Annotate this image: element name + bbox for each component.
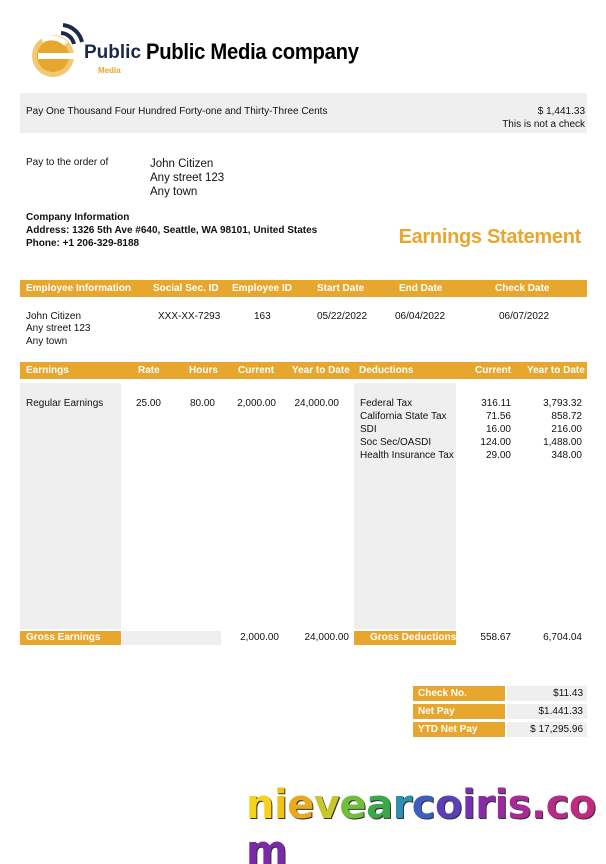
company-name: Public Media company [146,39,359,64]
employee-end-date: 06/04/2022 [395,311,446,322]
deduction-current: 29.00 [485,450,511,461]
col-social-sec-id: Social Sec. ID [153,283,219,294]
gross-deductions-label: Gross Deductions [370,632,457,643]
deduction-current: 124.00 [480,437,511,448]
gross-deductions-current: 558.67 [480,632,511,643]
earning-current: 2,000.00 [237,398,276,409]
ytd-net-pay-value: $ 17,295.96 [507,722,587,737]
payee-street: Any street 123 [150,172,225,184]
gross-deductions-label-cell [354,631,456,645]
company-info-heading: Company Information [26,212,130,223]
net-pay-value: $1.441.33 [507,704,587,719]
pay-amount-words: Pay One Thousand Four Hundred Forty-one and Thirty-Three Cents [26,106,328,117]
col-start-date: Start Date [317,283,365,294]
deduction-ytd: 858.72 [551,411,582,422]
col-year-to-date: Year to Date [292,365,350,376]
deduction-name: Federal Tax [360,398,413,409]
ytd-net-pay-label: YTD Net Pay [413,722,505,737]
employee-street: Any street 123 [26,323,91,334]
watermark [246,782,606,864]
deduction-current: 316.11 [481,398,511,409]
pay-amount: $ 1,441.33 [537,106,585,117]
col-deduction-current: Current [475,365,512,376]
earning-hours: 80.00 [189,398,215,409]
not-a-check-note: This is not a check [502,119,585,130]
employee-id: 163 [254,311,271,322]
employee-name: John Citizen [26,311,82,322]
earnings-header-bar [20,362,587,379]
company-phone: Phone: +1 206-329-8188 [26,238,140,249]
payee-name: John Citizen [150,158,214,170]
check-number-value: $11.43 [507,686,587,701]
employee-start-date: 05/22/2022 [317,311,368,322]
col-employee-id: Employee ID [232,283,293,294]
watermark-text: nievearcoiris.com [246,782,596,864]
earnings-name-column [20,383,121,629]
col-rate: Rate [138,365,160,376]
col-deduction-ytd: Year to Date [527,365,585,376]
deduction-ytd: 1,488.00 [543,437,582,448]
gross-deductions-ytd: 6,704.04 [543,632,582,643]
deduction-current: 16.00 [485,424,511,435]
employee-town: Any town [26,336,68,347]
logo-name: Public [84,42,142,63]
totals-spacer [122,631,221,645]
employee-header-bar [20,280,587,297]
gross-earnings-label-cell [20,631,121,645]
earning-rate: 25.00 [135,398,161,409]
col-employee-info: Employee Information [26,283,132,294]
net-pay-label: Net Pay [413,704,505,719]
deduction-current: 71.56 [485,411,511,422]
col-earnings: Earnings [26,365,69,376]
deduction-ytd: 216.00 [551,424,582,435]
col-check-date: Check Date [495,283,550,294]
gross-earnings-current: 2,000.00 [240,632,279,643]
earning-ytd: 24,000.00 [294,398,339,409]
col-current: Current [238,365,275,376]
deduction-name: California State Tax [360,411,447,422]
earning-name: Regular Earnings [26,398,104,409]
payee-town: Any town [150,186,198,198]
statement-title: Earnings Statement [398,226,581,248]
employee-check-date: 06/07/2022 [499,311,550,322]
logo-subtitle: Media [98,66,121,75]
employee-ssn: XXX-XX-7293 [158,311,221,322]
deduction-ytd: 3,793.32 [543,398,582,409]
check-number-label: Check No. [413,686,505,701]
col-end-date: End Date [399,283,443,294]
deduction-name: Health Insurance Tax [360,450,454,461]
gross-earnings-label: Gross Earnings [26,632,101,643]
col-hours: Hours [189,365,218,376]
company-address: Address: 1326 5th Ave #640, Seattle, WA 98101, United States [26,225,318,236]
pay-to-order-label: Pay to the order of [26,157,109,168]
deduction-name: SDI [360,424,377,435]
deduction-name: Soc Sec/OASDI [360,437,432,448]
col-deductions: Deductions [359,365,414,376]
gross-earnings-ytd: 24,000.00 [304,632,349,643]
deduction-ytd: 348.00 [551,450,582,461]
